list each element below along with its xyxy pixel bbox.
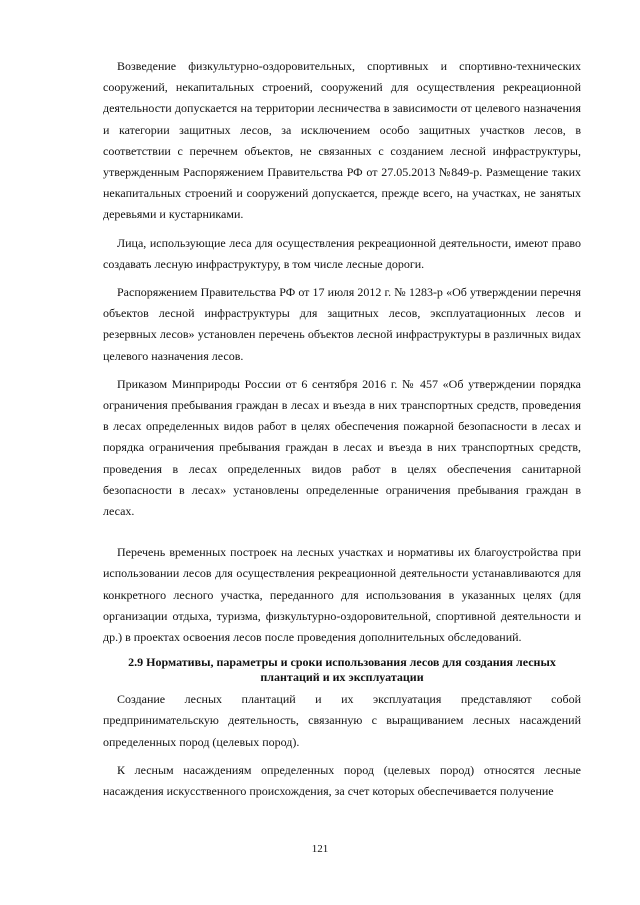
page-content bbox=[103, 56, 581, 809]
paragraph-target-species: К лесным насаждениям определенных пород (целевых пород) относятся лесные насаждения искусственного происхождения, за счет которых обеспечивается получение bbox=[103, 762, 581, 799]
paragraph-plantations-creation: Создание лесных плантаций и их эксплуатация представляют собой предпринимательскую деятельность, связанную с выращиванием лесных насаждений определенных пород (целевых пород). bbox=[103, 692, 581, 749]
paragraph-ministry-order-457: Приказом Минприроды России от 6 сентября 2016 г. № 457 «Об утверждении порядка ограничения пребывания граждан в лесах и въезда в них транспортных средств, проведения в лесах определенных видов работ в целях обеспечения пожарной безопасности в лесах и порядка ограничения пребывания граждан в лесах и въезда в них транспортных средств, проведения в лесах определенных видов работ в целях обеспечения санитарной безопасности в лесах» установлены определенные ограничения пребывания граждан в лесах. bbox=[103, 376, 581, 519]
page-number: 121 bbox=[311, 843, 329, 855]
section-heading: 2.9 Нормативы, параметры и сроки использования лесов для создания лесных плантаций и их эксплуатации bbox=[128, 655, 556, 685]
paragraph-forest-infrastructure-rights: Лица, использующие леса для осуществления рекреационной деятельности, имеют право создавать лесную инфраструктуру, в том числе лесные дороги. bbox=[103, 235, 581, 271]
paragraph-temporary-buildings: Перечень временных построек на лесных участках и нормативы их благоустройства при использовании лесов для осуществления рекреационной деятельности устанавливаются для конкретного лесного участка, переданного для использования в указанных целях (для организации отдыха, туризма, физкультурно-оздоровительной, спортивной деятельности и др.) в проектах освоения лесов после проведения дополнительных обследований. bbox=[103, 545, 581, 645]
paragraph-recreation-structures: Возведение физкультурно-оздоровительных, спортивных и спортивно-технических сооружений, некапитальных строений, сооружений для осуществления рекреационной деятельности допускается на территории лесничества в зависимости от целевого назначения и категории защитных лесов, за исключением особо защитных участков лесов, в соответствии с перечнем объектов, не связанных с созданием лесной инфраструктуры, утвержденным Распоряжением Правительства РФ от 27.05.2013 №849-р. Размещение таких некапитальных строений и сооружений допускается, прежде всего, на участках, не занятых деревьями и кустарниками. bbox=[103, 59, 581, 222]
paragraph-government-order-1283: Распоряжением Правительства РФ от 17 июля 2012 г. № 1283-р «Об утверждении перечня объектов лесной инфраструктуры для защитных лесов, эксплуатационных лесов и резервных лесов» установлен перечень объектов лесной инфраструктуры в различных видах целевого назначения лесов. bbox=[103, 285, 581, 363]
